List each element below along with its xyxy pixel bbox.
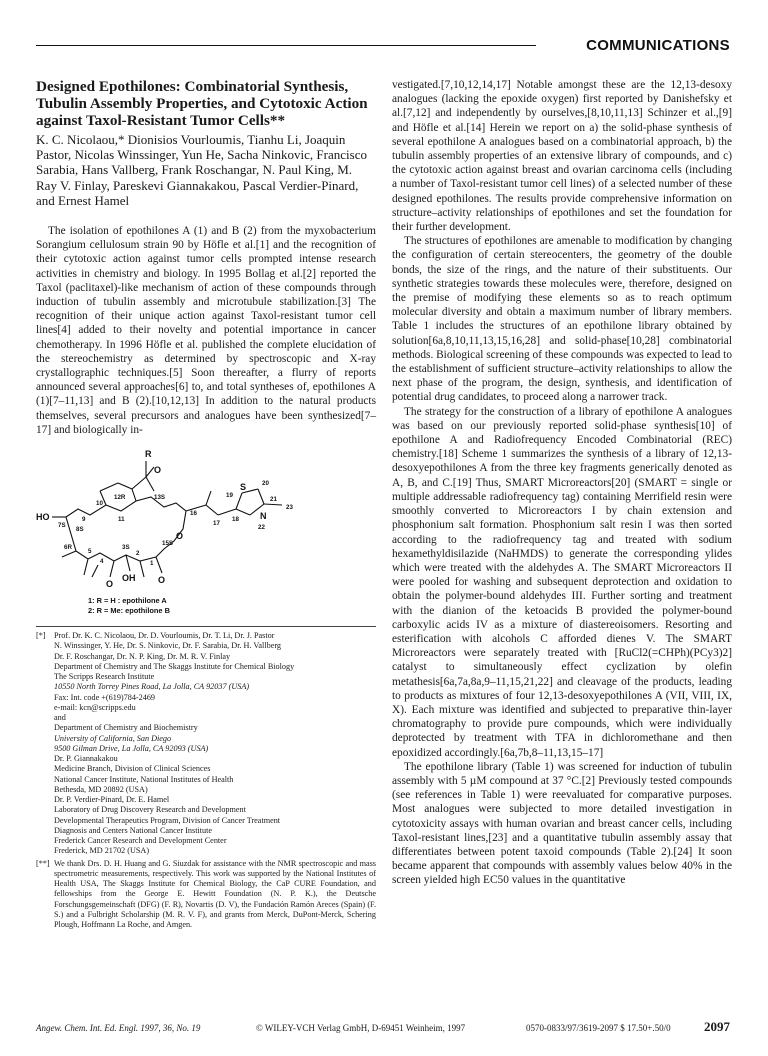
footnote-affiliations xyxy=(36,631,376,857)
nitrogen-label: N xyxy=(260,511,267,522)
footnote-line: 9500 Gilman Drive, La Jolla, CA 92093 (USA) xyxy=(54,743,209,753)
locant-22: 22 xyxy=(258,524,265,532)
footnote-line: Frederick Cancer Research and Development Center xyxy=(54,836,227,846)
section-label: COMMUNICATIONS xyxy=(586,37,730,54)
locant-17: 17 xyxy=(213,520,220,528)
carbonyl-oxygen: O xyxy=(158,575,166,586)
footnote-line: Prof. Dr. K. C. Nicolaou, Dr. D. Vourloumis, Dr. T. Li, Dr. J. Pastor xyxy=(54,631,275,641)
publisher-line: © WILEY-VCH Verlag GmbH, D-69451 Weinheim, 1997 xyxy=(256,1023,466,1033)
footnote-line: e-mail: kcn@scripps.edu xyxy=(54,702,136,712)
footnote-line: Laboratory of Drug Discovery Research and Development xyxy=(54,805,246,815)
locant-9: 9 xyxy=(82,516,86,524)
locant-23: 23 xyxy=(286,504,293,512)
hydroxyl-label: OH xyxy=(122,573,136,584)
article-authors: K. C. Nicolaou,* Dionisios Vourloumis, Tianhu Li, Joaquin Pastor, Nicolas Winssinger, Yun He, Sacha Ninkovic, Francisco Sarabia, Hans Vallberg, Frank Roschangar, N. Paul King, M. Ray V. Finlay, Pareskevi Giannakakou, Pascal Verdier-Pinard, and Ernest Hamel xyxy=(36,132,367,208)
footnotes xyxy=(36,631,376,930)
right-paragraph: The structures of epothilones are amenable to modification by changing the configuration of certain stereocenters, the geometry of the double bonds, the size of the rings, and the nature of their substituents. Our synthetic strategies towards these molecules were, therefore, designed on the premise of modifying these elements so as to reach optimum molecular diversity and obtain a maximum number of library members. Table 1 includes the structures of an epothilone library obtained by solution[6a,8,10,11,13,15,16,28] and solid-phase[10,28] combinatorial methods. Biological screening of these compounds was expected to lead to the establishment of sufficient structure–activity relationships to allow the next phase of the program, the design, synthesis, and identification of potential drug candidates, to proceed along a narrower track. xyxy=(392,235,732,404)
locant-12r: 12R xyxy=(114,494,126,502)
footnote-line: Bethesda, MD 20892 (USA) xyxy=(54,784,148,794)
right-paragraph: vestigated.[7,10,12,14,17] Notable amongst these are the 12,13-desoxy analogues (lacking the epoxide oxygen) first reported by Danishefsky et al.[7,12] and independently by ourselves,[8,10,11,13] Schinzer et al.,[9] and Höfle et al.[14] Herein we report on a) the solid-phase synthesis of several epothilone A analogues based on a combinatorial approach, b) the tubulin assembly properties of an extensive library of compounds, and c) the cytotoxic action against breast and ovarian carcinoma cells (including a number of Taxol-resistant tumor cell lines) of a selected number of these designed epothilones. The results provide comprehensive information on structure–activity relationships of epothilones and set the foundation for their further development. xyxy=(392,79,732,234)
locant-18: 18 xyxy=(232,516,239,524)
footnote-line: N. Winssinger, Y. He, Dr. S. Ninkovic, Dr. F. Sarabia, Dr. H. Vallberg xyxy=(54,641,282,651)
locant-1: 1 xyxy=(150,560,154,568)
footnote-line: Department of Chemistry and The Skaggs Institute for Chemical Biology xyxy=(54,661,295,671)
footnote-divider xyxy=(36,626,376,627)
footnote-line: and xyxy=(54,713,66,723)
footnote-line: Frederick, MD 21702 (USA) xyxy=(54,846,150,856)
locant-15s: 15S xyxy=(162,540,174,548)
locant-8s: 8S xyxy=(76,526,84,534)
footnote-line: The Scripps Research Institute xyxy=(54,672,155,682)
locant-20: 20 xyxy=(262,480,269,488)
footnote-line: National Cancer Institute, National Institutes of Health xyxy=(54,774,234,784)
locant-10: 10 xyxy=(96,500,103,508)
footnote-line: Dr. F. Roschangar, Dr. N. P. King, Dr. M. R. V. Finlay xyxy=(54,651,231,661)
footnote-line: Diagnosis and Centers National Cancer Institute xyxy=(54,825,213,835)
footnote-line: Dr. P. Verdier-Pinard, Dr. E. Hamel xyxy=(54,795,170,805)
locant-3s: 3S xyxy=(122,544,130,552)
right-body xyxy=(392,78,732,888)
locant-4: 4 xyxy=(100,558,104,566)
ketone-oxygen: O xyxy=(106,579,114,590)
header-rule xyxy=(36,45,536,46)
locant-11: 11 xyxy=(118,516,125,524)
structure-legend-2: 2: R = Me: epothilone B xyxy=(88,606,170,616)
left-paragraph: The isolation of epothilones A (1) and B (2) from the myxobacterium Sorangium cellulosum strain 90 by Höfle et al.[1] and the recognition of their cytotoxic action against tumor cells prompted intense research activities in chemistry and biology. In 1995 Bollag et al.[2] reported the Taxol (paclitaxel)-like mechanism of action of these compounds through induction of tubulin assembly and microtubule stabilization.[3] The recognition of their unique action against Taxol-resistant tumor cell lines[4] added to their novelty and potential importance in cancer chemotherapy. In 1996 Höfle et al. published the complete elucidation of the stereochemistry as determined by spectroscopic and X-ray crystallographic techniques.[5] Soon thereafter, a flurry of reports announced several approaches[6] to, and total syntheses of, epothilones A (1)[7–11,13] and B (2).[10,12,13] In addition to the natural products themselves, several precursors and analogues have been synthesized[7–17] and biologically in- xyxy=(36,225,376,436)
footnote-line: 10550 North Torrey Pines Road, La Jolla, CA 92037 (USA) xyxy=(54,682,250,692)
lactone-oxygen: O xyxy=(176,531,184,542)
r-label: R xyxy=(145,449,152,460)
left-body xyxy=(36,224,376,437)
locant-6r: 6R xyxy=(64,544,72,552)
footnote-acknowledgments xyxy=(36,859,376,931)
footnote-mark: [*] xyxy=(36,631,46,641)
footnote-line: Developmental Therapeutics Program, Division of Cancer Treatment xyxy=(54,815,281,825)
right-column xyxy=(392,78,732,888)
issn-line: 0570-0833/97/3619-2097 $ 17.50+.50/0 xyxy=(526,1023,671,1033)
structure-legend-1: 1: R = H : epothilone A xyxy=(88,596,167,606)
hydroxy-label: HO xyxy=(36,512,50,523)
locant-5: 5 xyxy=(88,548,92,556)
locant-13s: 13S xyxy=(154,494,166,502)
locant-7s: 7S xyxy=(58,522,66,530)
page-footer xyxy=(36,1019,736,1035)
footnote-line: Dr. P. Giannakakou xyxy=(54,754,118,764)
epothilone-structure-drawing xyxy=(36,449,376,624)
locant-21: 21 xyxy=(270,496,277,504)
page-number: 2097 xyxy=(704,1019,730,1034)
footnote-line: University of California, San Diego xyxy=(54,733,172,743)
epothilone-structure xyxy=(36,449,376,624)
footnote-line: Department of Chemistry and Biochemistry xyxy=(54,723,198,733)
left-column xyxy=(36,78,376,930)
locant-2: 2 xyxy=(136,550,140,558)
footnote-line: Fax: Int. code +(619)784-2469 xyxy=(54,692,156,702)
footnote-body xyxy=(54,859,376,931)
right-paragraph: The epothilone library (Table 1) was screened for induction of tubulin assembly with 5 µM compound at 37 °C.[2] Previously tested compounds (see references in Table 1) were reevaluated for comparative purposes. Most analogues were subjected to more detailed investigation in cytotoxicity assays with human ovarian and breast cancer cells, including Taxol-resistant lines,[23] and a quantitative tubulin assembly assay that differentiates between potent taxoid compounds (Table 2).[24] It soon became apparent that compounds with assembly values below 40% in the screen yielded high EC50 values in the quantitative xyxy=(392,760,732,887)
journal-citation: Angew. Chem. Int. Ed. Engl. 1997, 36, No. 19 xyxy=(36,1023,201,1033)
locant-19: 19 xyxy=(226,492,233,500)
article-title: Designed Epothilones: Combinatorial Synthesis, Tubulin Assembly Properties, and Cytotoxic Action against Taxol-Resistant Tumor Cells** xyxy=(36,78,368,129)
locant-16: 16 xyxy=(190,510,197,518)
epoxide-oxygen: O xyxy=(154,465,162,476)
sulfur-label: S xyxy=(240,482,247,493)
footnote-line: Medicine Branch, Division of Clinical Sciences xyxy=(54,764,211,774)
right-paragraph: The strategy for the construction of a library of epothilone A analogues was based on our previously reported solid-phase synthesis[10] of epothilone A and Radiofrequency Encoded Combinatorial (REC) chemistry.[18] Scheme 1 summarizes the synthesis of a library of 12,13-desoxyepothilones A from the three key fragments generically denoted as A, B, and C.[19] Thus, SMART Microreactors[20] (SMART = single or multiple addressable radiofrequency tag) containing Merrifield resin were smoothly converted to Microreactors I by chain extension and phosphonium salt formation. Phosphonium salt resin I was then sorted according to the radiofrequency tag and treated with sodium hexamethyldisilazide (NaHMDS) to generate the corresponding ylides which were treated with the aldehydes A. The SMART Microreactors II were pooled for washing and subsequent deprotection and oxidation to obtain the polymer-bound aldehydes III. Further sorting and treatment with the dianion of the ketoacids B provided the polymer-bound carboxylic acids IV as a mixture of diastereoisomers. Resorting and esterification with alcohols C afforded dienes V. The SMART Microreactors were separately treated with [RuCl2(=CHPh)(PCy3)2] catalyst to simultaneously effect cyclization by olefin metathesis[6a,7a,8a,9–11,15,21,22] and cleavage of the products, leading to products as mixtures of four 12,13-desoxyepothilones A (VII, VIII, IX, X). Each mixture was identified and subjected to preparative thin-layer chromatography to provide pure compounds, which were individually deprotected by treatment with TFA in dichloromethane and then epoxidized accordingly.[6a,7b,8–11,13,15–17] xyxy=(392,405,732,759)
footnote-body xyxy=(54,631,376,857)
acknowledgment-text: We thank Drs. D. H. Huang and G. Siuzdak for assistance with the NMR spectroscopic and mass spectrometric measurements, respectively. This work was supported by the National Institutes of Health USA, The Skaggs Institute for Chemical Biology, the CaP CURE Foundation, and fellowships from the George E. Hewitt Foundation (N. P. K.), the Deutsche Forschungsgemeinschaft (DFG) (F. R), Novartis (D. V), the Fundación Ramón Areces (Spain) (F. S.) and a Fulbright Scholarship (M. R. V. F), and grants from Merck, DuPont-Merck, Schering Plough, Hoffmann La Roche, and Amgen. xyxy=(54,858,376,930)
footnote-mark: [**] xyxy=(36,858,50,868)
